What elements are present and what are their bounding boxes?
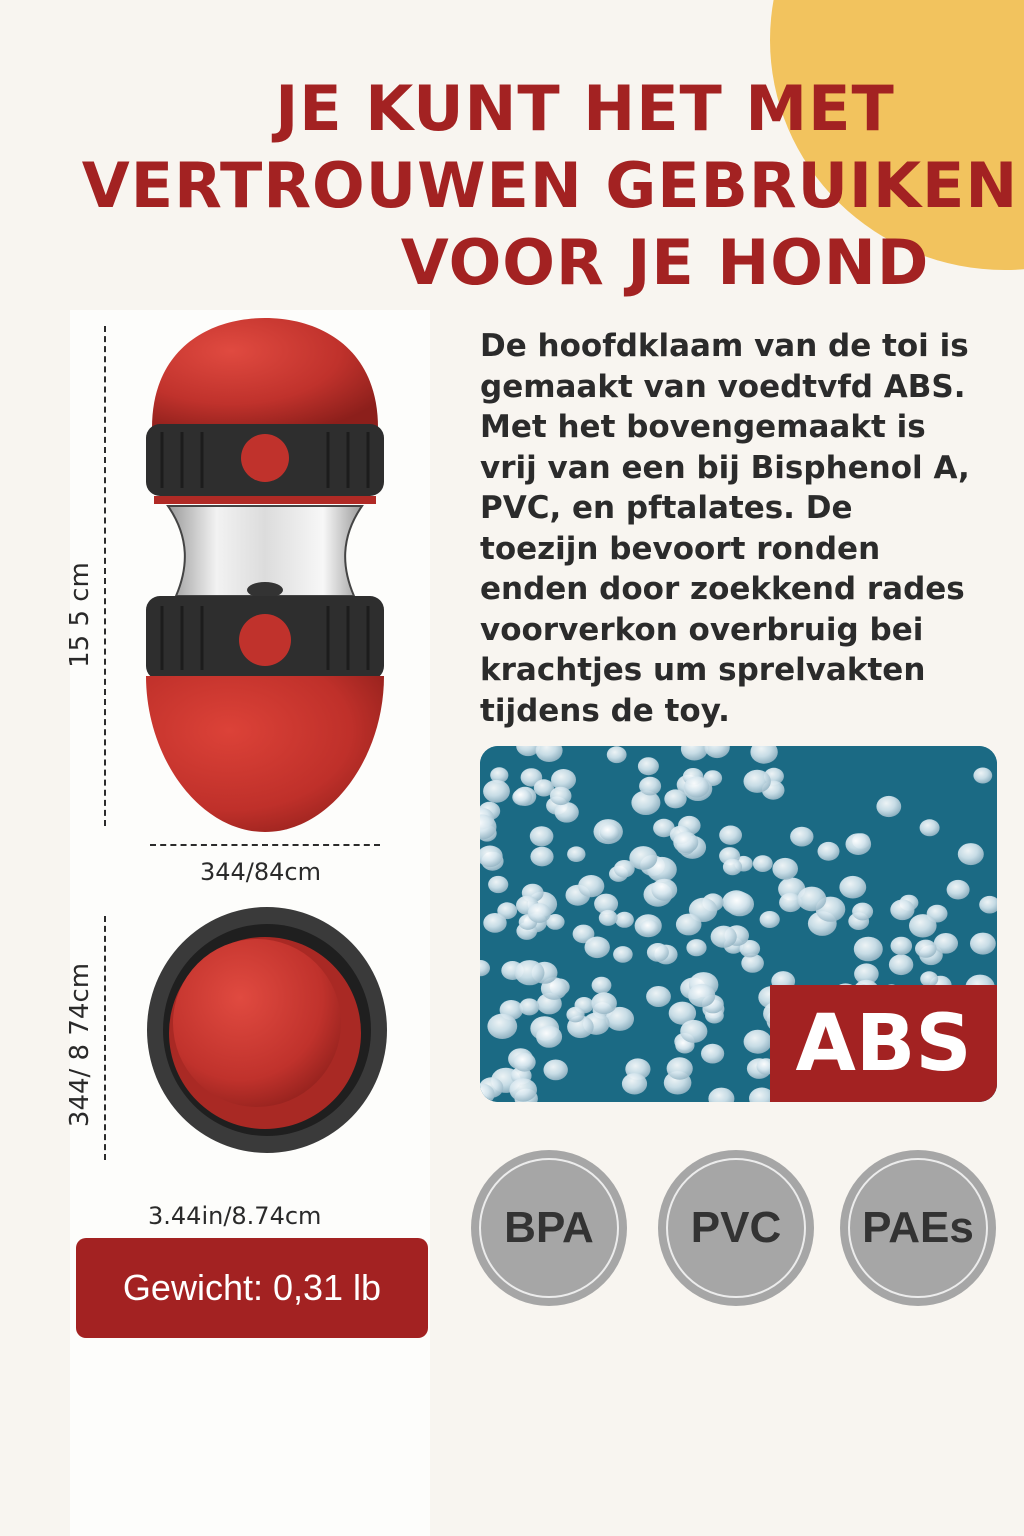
pvc-free-badge [658, 1150, 814, 1306]
bpa-badge-label: BPA [479, 1158, 619, 1298]
plastic-pellet [684, 776, 709, 797]
plastic-pellet [673, 832, 698, 853]
plastic-pellet [640, 920, 659, 936]
diameter-dimension-label: 3.44in/8.74cm [148, 1202, 322, 1230]
plastic-pellet [488, 876, 508, 893]
pvc-badge-label: PVC [666, 1158, 806, 1298]
plastic-pellet [891, 937, 913, 955]
plastic-pellet [639, 777, 661, 796]
plastic-pellet [686, 939, 706, 956]
plastic-pellet [852, 903, 873, 921]
plastic-pellet [701, 1044, 724, 1064]
paes-badge-label: PAEs [848, 1158, 988, 1298]
plastic-pellet [550, 787, 572, 805]
height-dimension-label: 15 5 cm [65, 562, 95, 668]
plastic-pellet [970, 933, 996, 955]
plastic-pellet [688, 984, 715, 1007]
plastic-pellet [744, 770, 771, 793]
plastic-pellet [725, 892, 754, 916]
title-line-1: JE KUNT HET MET [275, 72, 895, 145]
plastic-pellet [519, 998, 539, 1015]
description-line: tijdens de toy. [480, 692, 730, 729]
description-line: enden door zoekkend rades [480, 571, 965, 607]
diameter-vertical-dimension-line [104, 916, 106, 1160]
plastic-pellet [889, 954, 913, 975]
plastic-pellet [613, 946, 633, 963]
plastic-pellet [890, 900, 914, 921]
plastic-pellet [600, 824, 620, 841]
plastic-pellet [544, 1060, 568, 1081]
plastic-pellet [585, 937, 610, 959]
plastic-pellet [676, 914, 702, 936]
description-line: gemaakt van voedtvfd ABS. [480, 368, 966, 405]
plastic-pellet [934, 933, 958, 954]
plastic-pellet [607, 746, 627, 763]
description-line: voorverkon overbruig bei [480, 611, 924, 648]
abs-material-label: ABS [770, 985, 997, 1102]
plastic-pellet [591, 992, 617, 1014]
plastic-pellet [530, 826, 554, 846]
height-dimension-line [104, 326, 106, 826]
plastic-pellet [555, 802, 579, 823]
weight-badge: Gewicht: 0,31 lb [76, 1238, 428, 1338]
description-line: krachtjes um sprelvakten [480, 652, 926, 688]
plastic-pellet [723, 859, 742, 875]
plastic-pellet [839, 876, 866, 899]
plastic-pellet [818, 842, 840, 861]
plastic-pellet [578, 875, 604, 897]
plastic-pellet [711, 926, 737, 948]
plastic-pellet [599, 910, 618, 926]
plastic-pellet [719, 826, 742, 845]
plastic-pellet [615, 912, 634, 928]
plastic-pellet [567, 846, 585, 862]
plastic-pellet [651, 879, 677, 901]
plastic-pellet [915, 940, 937, 958]
bpa-free-badge [471, 1150, 627, 1306]
plastic-pellet [647, 943, 669, 962]
plastic-pellet [973, 768, 992, 784]
plastic-pellet [536, 1026, 562, 1048]
title-line-3: VOOR JE HOND [400, 226, 930, 299]
plastic-pellet [509, 1078, 537, 1101]
description-line: De hoofdklaam van de toi is [480, 328, 969, 364]
plastic-pellet [680, 1020, 707, 1043]
plastic-pellet [622, 1073, 647, 1094]
plastic-pellet [483, 913, 506, 933]
plastic-pellet [846, 833, 872, 855]
width-dimension-line [150, 844, 380, 846]
plastic-pellet [909, 914, 937, 937]
description-line: vrij van een bij Bisphenol A, [480, 449, 970, 486]
plastic-pellet [958, 843, 984, 865]
plastic-pellet [514, 1053, 536, 1072]
plastic-pellet [920, 819, 940, 836]
plastic-pellet [638, 757, 659, 775]
plastic-pellet [512, 789, 532, 806]
title-line-2: VERTROUWEN GEBRUIKEN [81, 149, 1019, 222]
plastic-pellet [664, 789, 686, 808]
plastic-pellet [528, 903, 551, 923]
paes-free-badge [840, 1150, 996, 1306]
plastic-pellet [667, 1057, 693, 1079]
width-dimension-label: 344/84cm [200, 858, 322, 886]
plastic-pellet [530, 847, 553, 867]
plastic-pellet [876, 796, 901, 817]
plastic-pellet [790, 827, 813, 847]
description-line: PVC, en pftalates. De [480, 490, 853, 526]
plastic-pellet [797, 887, 826, 912]
plastic-pellet [947, 880, 970, 900]
plastic-pellet [487, 1014, 517, 1039]
plastic-pellet [760, 911, 780, 928]
plastic-pellet [515, 960, 545, 985]
material-description [480, 326, 1010, 731]
plastic-pellet [592, 977, 612, 994]
plastic-pellet [566, 1007, 584, 1023]
description-line: Met het bovengemaakt is [480, 409, 926, 445]
plastic-pellet [629, 846, 657, 870]
toy-top-view-image [145, 905, 390, 1155]
plastic-pellet [744, 1030, 772, 1054]
toy-side-view-image [140, 318, 390, 838]
plastic-pellet [483, 780, 510, 803]
plastic-pellet [753, 855, 773, 872]
diameter-vertical-dimension-label: 344/ 8 74cm [65, 962, 95, 1128]
plastic-pellet [646, 986, 671, 1007]
plastic-pellet [854, 937, 883, 962]
description-line: toezijn bevoort ronden [480, 530, 881, 567]
plastic-pellet [772, 858, 798, 880]
